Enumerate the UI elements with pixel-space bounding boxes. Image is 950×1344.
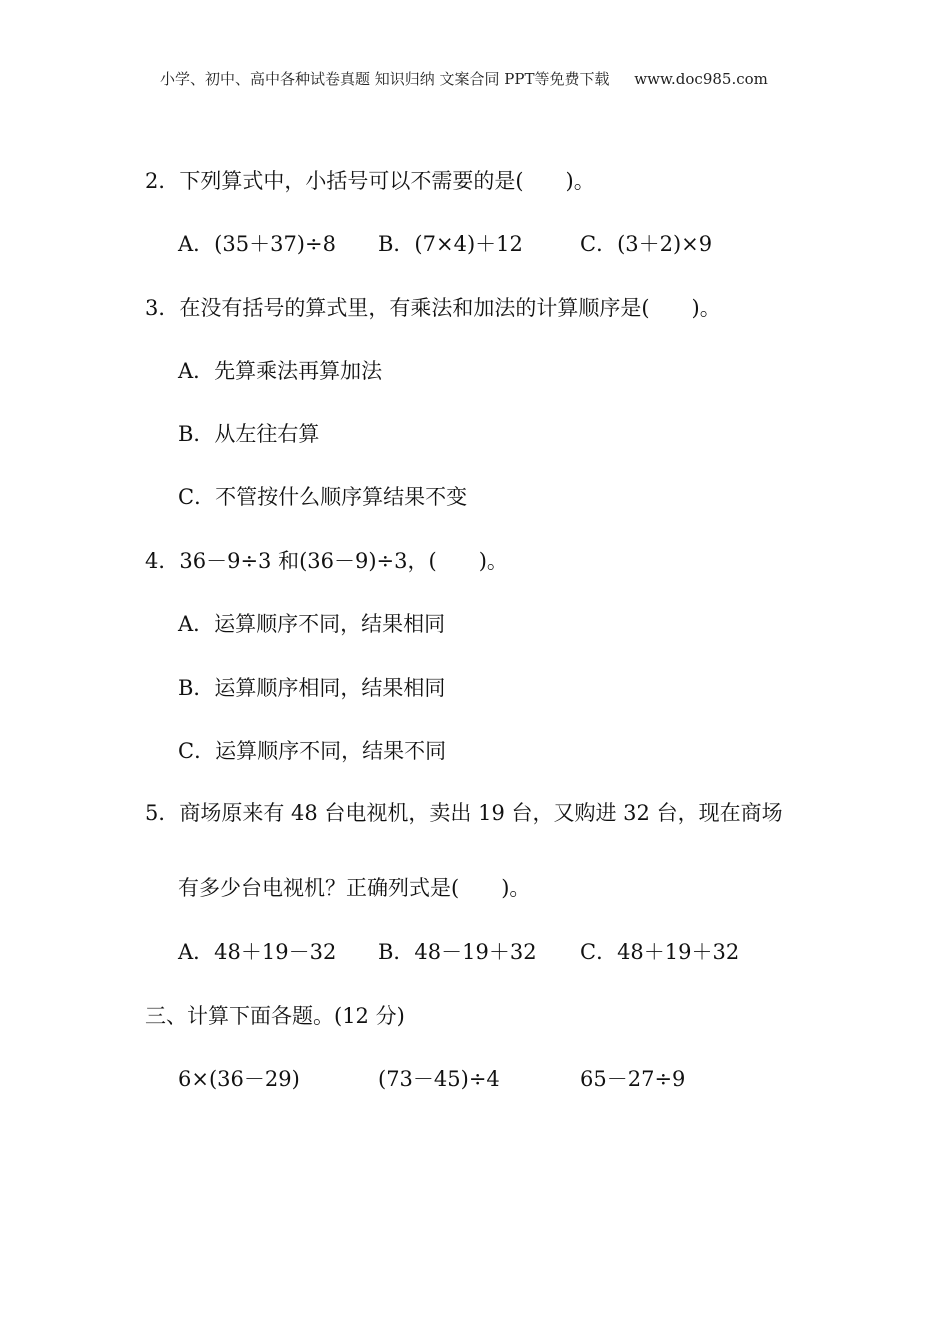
question-3-option-a: A．先算乘法再算加法 [178,359,383,383]
question-5-stem-line1: 5．商场原来有 48 台电视机，卖出 19 台，又购进 32 台，现在商场 [145,801,783,825]
question-3-option-b: B．从左往右算 [178,422,320,446]
question-4-option-c: C．运算顺序不同，结果不同 [178,739,447,763]
section-3-title: 三、计算下面各题。(12 分) [145,1004,405,1028]
question-5-stem-line2: 有多少台电视机？正确列式是( )。 [178,876,531,900]
question-5-option-a: A．48＋19－32 [178,940,337,964]
header-title: 小学、初中、高中各种试卷真题 知识归纳 文案合同 PPT等免费下载 [160,70,610,88]
question-3-option-c: C．不管按什么顺序算结果不变 [178,485,468,509]
question-2-option-c: C．(3＋2)×9 [580,232,713,256]
question-4-option-a: A．运算顺序不同，结果相同 [178,612,446,636]
header-url: www.doc985.com [634,70,768,88]
question-2-stem: 2．下列算式中，小括号可以不需要的是( )。 [145,169,595,193]
calc-problem-1: 6×(36－29) [178,1067,300,1091]
question-4-stem: 4．36－9÷3 和(36－9)÷3，( )。 [145,549,508,573]
calc-problem-3: 65－27÷9 [580,1067,686,1091]
question-2-option-b: B．(7×4)＋12 [378,232,523,256]
question-2-option-a: A．(35＋37)÷8 [178,232,336,256]
question-3-stem: 3．在没有括号的算式里，有乘法和加法的计算顺序是( )。 [145,296,721,320]
question-5-option-c: C．48＋19＋32 [580,940,740,964]
question-5-option-b: B．48－19＋32 [378,940,537,964]
page-header [160,68,768,89]
calc-problem-2: (73－45)÷4 [378,1067,500,1091]
question-4-option-b: B．运算顺序相同，结果相同 [178,676,446,700]
